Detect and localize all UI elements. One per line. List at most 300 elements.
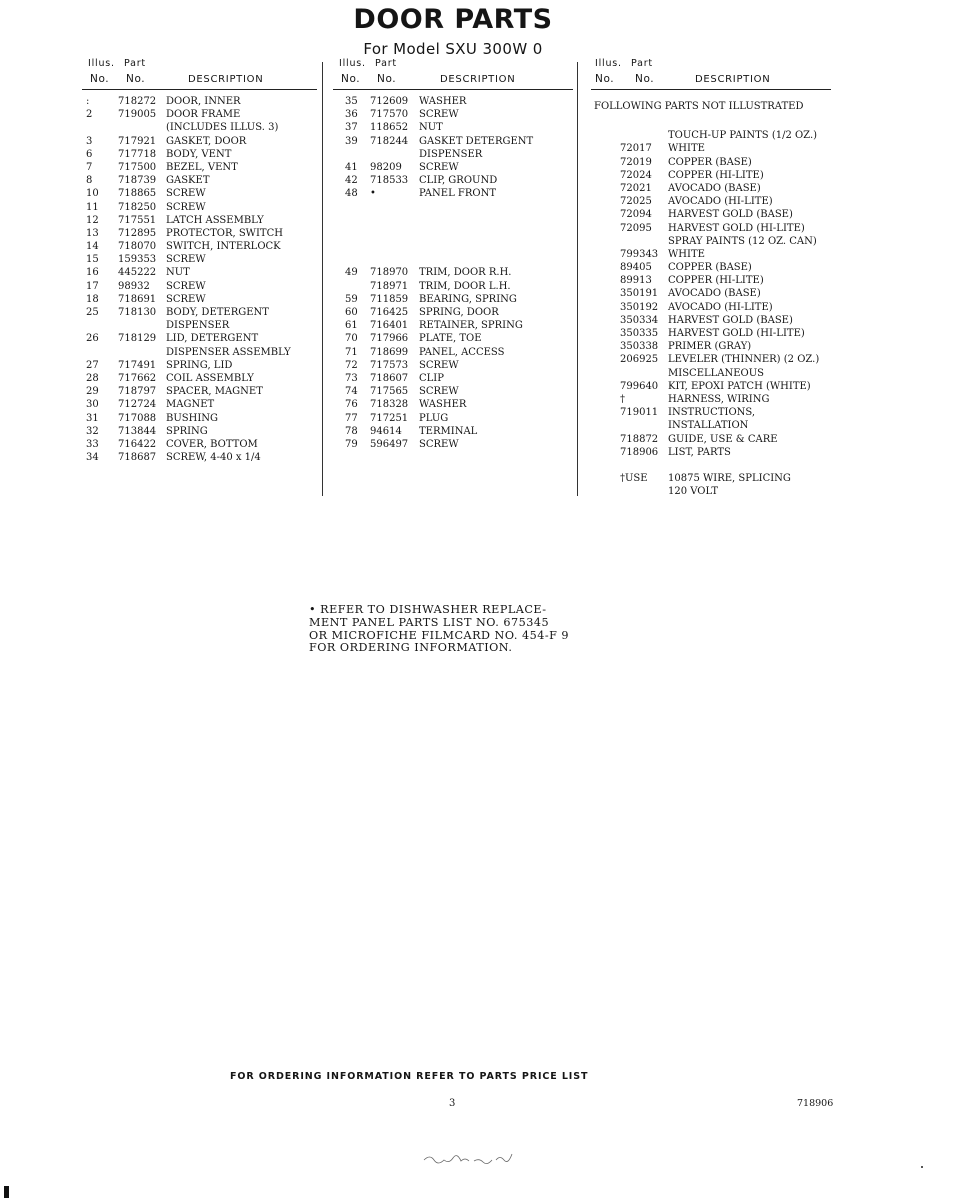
part-number: 717500	[118, 161, 157, 173]
scan-edge-mark	[4, 1186, 9, 1198]
part-number: 717565	[370, 386, 409, 398]
part-number: 718250	[118, 201, 157, 213]
illus-number: 3	[86, 135, 93, 147]
table-row	[591, 380, 831, 393]
table-row	[333, 425, 573, 438]
table-row	[82, 240, 322, 253]
table-row	[591, 327, 831, 340]
header-illus-no: No.	[595, 73, 615, 85]
table-row	[591, 301, 831, 314]
illus-number: 27	[86, 359, 99, 371]
table-row	[333, 253, 573, 266]
table-row	[82, 372, 322, 385]
table-row	[591, 287, 831, 300]
part-number: 718872	[620, 433, 659, 445]
part-description: TRIM, DOOR L.H.	[419, 280, 511, 292]
table-row	[591, 208, 831, 221]
table-row	[333, 187, 573, 200]
scan-speck	[921, 1166, 923, 1168]
part-description: HARVEST GOLD (HI-LITE)	[668, 328, 805, 339]
part-number: 712609	[370, 96, 409, 107]
part-number: 350191	[620, 288, 659, 300]
table-row	[82, 135, 322, 148]
part-description: WHITE	[668, 143, 705, 155]
part-description: HARVEST GOLD (BASE)	[668, 314, 793, 326]
part-description: SCREW	[419, 359, 459, 371]
header-rule	[333, 89, 573, 90]
part-number: 350334	[620, 314, 659, 326]
part-description: MISCELLANEOUS	[668, 367, 765, 379]
table-row	[82, 359, 322, 372]
part-description: DOOR FRAME	[166, 109, 241, 121]
table-row	[591, 248, 831, 261]
part-description: RETAINER, SPRING	[419, 320, 523, 332]
part-number: 717718	[118, 148, 157, 160]
illus-number: 37	[345, 122, 358, 134]
part-description: 10875 WIRE, SPLICING	[668, 473, 791, 485]
part-number: †	[620, 393, 625, 405]
part-description: KIT, EPOXI PATCH (WHITE)	[668, 380, 811, 392]
table-row	[82, 266, 322, 279]
illus-number: 74	[345, 386, 358, 398]
part-number: 717921	[118, 135, 157, 147]
table-row	[591, 340, 831, 353]
illus-number: 31	[86, 412, 99, 424]
table-row	[333, 121, 573, 134]
part-number: 717088	[118, 412, 157, 424]
part-number: 718739	[118, 175, 157, 187]
part-description: HARNESS, WIRING	[668, 393, 770, 405]
table-row	[333, 161, 573, 174]
illus-number: 61	[345, 320, 358, 332]
illus-number: 42	[345, 175, 358, 187]
illus-number: 72	[345, 359, 358, 371]
part-number: 799640	[620, 380, 659, 392]
table-row	[333, 359, 573, 372]
part-number: 159353	[118, 254, 157, 266]
part-number: 711859	[370, 293, 409, 305]
illus-number: 17	[86, 280, 99, 292]
illus-number: 14	[86, 241, 99, 253]
table-row	[591, 433, 831, 446]
table-row	[591, 419, 831, 432]
table-row	[591, 156, 831, 169]
table-row	[591, 222, 831, 235]
table-row	[333, 174, 573, 187]
part-description: GASKET DETERGENT	[419, 135, 534, 147]
part-description: TERMINAL	[419, 425, 478, 437]
part-description: SPRING	[166, 425, 208, 437]
part-description: SPRING, LID	[166, 359, 233, 371]
header-illus: Illus.	[595, 58, 622, 69]
part-description: COVER, BOTTOM	[166, 438, 258, 450]
part-number: 718533	[370, 175, 409, 187]
part-description: CLIP	[419, 372, 444, 384]
illus-number: 29	[86, 386, 99, 398]
header-rule	[591, 89, 831, 90]
table-row	[82, 187, 322, 200]
table-row	[591, 195, 831, 208]
part-number: 718970	[370, 267, 409, 279]
part-description: BEARING, SPRING	[419, 293, 517, 305]
illus-number: 11	[86, 201, 99, 213]
part-description: NUT	[166, 267, 190, 279]
illus-number: 18	[86, 293, 99, 305]
handwritten-scribble	[422, 1148, 522, 1168]
part-description: DISPENSER	[419, 148, 483, 160]
parts-list	[591, 116, 831, 498]
illus-number: 16	[86, 267, 99, 279]
illus-number: 77	[345, 412, 358, 424]
page-subtitle: For Model SXU 300W 0	[363, 40, 543, 58]
table-row	[82, 332, 322, 345]
table-row	[333, 346, 573, 359]
part-description: AVOCADO (BASE)	[668, 288, 761, 300]
illus-number: 28	[86, 372, 99, 384]
table-row	[591, 446, 831, 459]
illus-number: 76	[345, 399, 358, 411]
illus-number: 41	[345, 161, 358, 173]
part-description: HARVEST GOLD (BASE)	[668, 209, 793, 221]
part-number: 717570	[370, 109, 409, 121]
part-number: 719011	[620, 407, 659, 419]
part-number: 98209	[370, 161, 402, 173]
part-description: TRIM, DOOR R.H.	[419, 267, 512, 279]
table-row	[82, 227, 322, 240]
table-row	[591, 472, 831, 485]
part-description: GASKET	[166, 175, 210, 187]
illus-number: 39	[345, 135, 358, 147]
table-row	[591, 485, 831, 498]
ordering-footer: FOR ORDERING INFORMATION REFER TO PARTS PRICE LIST	[230, 1071, 589, 1082]
table-row	[82, 280, 322, 293]
part-description: HARVEST GOLD (HI-LITE)	[668, 222, 805, 234]
part-number: 717251	[370, 412, 409, 424]
part-description: SPACER, MAGNET	[166, 386, 263, 398]
part-number: 718971	[370, 280, 409, 292]
part-description: SCREW	[166, 280, 206, 292]
table-row	[82, 412, 322, 425]
replacement-panel-notice: • REFER TO DISHWASHER REPLACE- MENT PANEL PARTS LIST NO. 675345 OR MICROFICHE FILMCARD NO. 454-F 9 FOR ORDERING INFORMATION.	[309, 603, 570, 655]
table-row	[333, 293, 573, 306]
part-description: DISPENSER ASSEMBLY	[166, 346, 291, 358]
parts-list	[333, 95, 573, 451]
part-description: COIL ASSEMBLY	[166, 372, 254, 384]
part-number: 717966	[370, 333, 409, 345]
part-number: 712724	[118, 399, 157, 411]
header-part-no: No.	[377, 73, 397, 85]
part-number: 718129	[118, 333, 157, 345]
table-row	[82, 451, 322, 464]
part-description: NUT	[419, 122, 443, 134]
table-row	[82, 174, 322, 187]
part-description: GUIDE, USE & CARE	[668, 433, 778, 445]
table-row	[591, 116, 831, 129]
table-row	[333, 135, 573, 148]
illus-number: 34	[86, 452, 99, 464]
table-row	[82, 306, 322, 319]
part-description: CLIP, GROUND	[419, 175, 498, 187]
part-description: SCREW	[419, 109, 459, 121]
header-part-no: No.	[635, 73, 655, 85]
illus-number: 12	[86, 214, 99, 226]
part-number: 718797	[118, 386, 157, 398]
part-description: BODY, VENT	[166, 148, 232, 160]
part-description: SWITCH, INTERLOCK	[166, 241, 281, 253]
part-number: 718328	[370, 399, 409, 411]
part-number: 716422	[118, 438, 157, 450]
table-row	[591, 169, 831, 182]
illus-number: 59	[345, 293, 358, 305]
header-description: DESCRIPTION	[695, 74, 771, 85]
table-row	[82, 293, 322, 306]
header-rule	[82, 89, 317, 90]
part-description: SCREW	[166, 254, 206, 266]
illus-number: 7	[86, 161, 93, 173]
table-row	[591, 393, 831, 406]
part-description: COPPER (HI-LITE)	[668, 169, 764, 181]
table-row	[333, 306, 573, 319]
table-row	[333, 201, 573, 214]
table-row	[591, 406, 831, 419]
table-row	[82, 95, 322, 108]
part-number: 718699	[370, 346, 409, 358]
illus-number: 25	[86, 307, 99, 318]
illus-number: 70	[345, 333, 358, 345]
table-row	[333, 280, 573, 293]
part-description: AVOCADO (BASE)	[668, 182, 761, 194]
part-description: COPPER (BASE)	[668, 156, 752, 168]
table-row	[333, 214, 573, 227]
table-row	[333, 95, 573, 108]
header-part-no: No.	[126, 73, 146, 85]
part-number: 72024	[620, 169, 652, 181]
part-description: MAGNET	[166, 399, 215, 411]
header-illus: Illus.	[88, 58, 115, 69]
table-row	[333, 372, 573, 385]
illus-number: 10	[86, 188, 99, 200]
table-row	[82, 425, 322, 438]
part-description: INSTALLATION	[668, 420, 749, 432]
parts-list	[82, 95, 322, 464]
table-row	[333, 412, 573, 425]
part-description: 120 VOLT	[668, 486, 719, 498]
header-part: Part	[631, 58, 653, 69]
part-number: 350338	[620, 341, 659, 353]
part-number: 89913	[620, 275, 652, 287]
part-number: 717662	[118, 372, 157, 384]
part-number: 718244	[370, 135, 409, 147]
part-description: DISPENSER	[166, 320, 230, 332]
table-row	[591, 314, 831, 327]
illus-number: 15	[86, 254, 99, 266]
part-number: 118652	[370, 122, 409, 134]
part-description: BEZEL, VENT	[166, 161, 238, 173]
part-description: WASHER	[419, 399, 467, 411]
table-row	[82, 148, 322, 161]
table-row	[82, 253, 322, 266]
part-number: 72019	[620, 156, 652, 168]
illus-number: 13	[86, 227, 99, 239]
illus-number: 60	[345, 307, 358, 318]
part-description: DOOR, INNER	[166, 96, 241, 107]
table-row	[333, 385, 573, 398]
part-number: 72094	[620, 209, 652, 221]
table-row	[82, 108, 322, 121]
part-description: COPPER (BASE)	[668, 262, 752, 274]
part-number: 717491	[118, 359, 157, 371]
part-number: 72095	[620, 222, 652, 234]
document-number: 718906	[797, 1098, 834, 1109]
part-description: GASKET, DOOR	[166, 135, 247, 147]
header-illus-no: No.	[341, 73, 361, 85]
part-number: 72025	[620, 196, 652, 208]
part-description: SCREW	[166, 293, 206, 305]
page-number: 3	[449, 1098, 456, 1109]
part-number: 718691	[118, 293, 157, 305]
header-part: Part	[375, 58, 397, 69]
part-number: 718865	[118, 188, 157, 200]
table-row	[333, 227, 573, 240]
column-divider	[322, 62, 323, 496]
part-number: 350335	[620, 328, 659, 339]
part-description: LID, DETERGENT	[166, 333, 259, 345]
header-illus-no: No.	[90, 73, 110, 85]
illus-number: 71	[345, 346, 358, 358]
part-description: SCREW, 4-40 x 1/4	[166, 452, 261, 464]
table-row	[82, 201, 322, 214]
table-row	[82, 319, 322, 332]
illus-number: 2	[86, 109, 93, 121]
table-row	[333, 398, 573, 411]
part-description: COPPER (HI-LITE)	[668, 275, 764, 287]
table-row	[591, 274, 831, 287]
table-row	[333, 438, 573, 451]
table-row	[591, 129, 831, 142]
page-title: DOOR PARTS	[353, 4, 553, 35]
table-row	[82, 398, 322, 411]
table-row	[333, 240, 573, 253]
part-number: 717551	[118, 214, 157, 226]
illus-number: 26	[86, 333, 99, 345]
table-row	[82, 121, 322, 134]
part-description: SCREW	[419, 161, 459, 173]
part-number: 713844	[118, 425, 157, 437]
part-number: 206925	[620, 354, 659, 366]
part-number: 718272	[118, 96, 157, 107]
column-divider	[577, 62, 578, 496]
table-row	[82, 385, 322, 398]
part-number: 72021	[620, 182, 652, 194]
part-description: LATCH ASSEMBLY	[166, 214, 264, 226]
part-number: 718687	[118, 452, 157, 464]
illus-number: 32	[86, 425, 99, 437]
part-number: 719005	[118, 109, 157, 121]
part-number: 596497	[370, 438, 409, 450]
table-row	[333, 332, 573, 345]
illus-number: 36	[345, 109, 358, 121]
part-description: (INCLUDES ILLUS. 3)	[166, 122, 279, 134]
part-number: 89405	[620, 262, 652, 274]
part-number: •	[370, 188, 376, 200]
table-row	[591, 367, 831, 380]
part-description: INSTRUCTIONS,	[668, 407, 756, 419]
illus-number: 73	[345, 372, 358, 384]
part-description: PLATE, TOE	[419, 333, 482, 345]
part-description: SCREW	[166, 201, 206, 213]
part-number: 72017	[620, 143, 652, 155]
table-row	[333, 319, 573, 332]
illus-number: 30	[86, 399, 99, 411]
part-number: 718607	[370, 372, 409, 384]
part-number: 712895	[118, 227, 157, 239]
table-row	[591, 182, 831, 195]
illus-number: 35	[345, 96, 358, 107]
part-description: SCREW	[166, 188, 206, 200]
header-description: DESCRIPTION	[440, 74, 516, 85]
part-description: TOUCH-UP PAINTS (1/2 OZ.)	[668, 130, 818, 142]
illus-number: 33	[86, 438, 99, 450]
part-description: SCREW	[419, 438, 459, 450]
part-description: PROTECTOR, SWITCH	[166, 227, 283, 239]
part-number: †USE	[620, 473, 648, 485]
part-number: 718070	[118, 241, 157, 253]
part-number: 716425	[370, 307, 409, 318]
part-description: WHITE	[668, 248, 705, 260]
table-row	[333, 266, 573, 279]
part-number: 445222	[118, 267, 157, 279]
illus-number: 48	[345, 188, 358, 200]
header-part: Part	[124, 58, 146, 69]
table-row	[591, 142, 831, 155]
part-description: LEVELER (THINNER) (2 OZ.)	[668, 354, 820, 366]
part-number: 98932	[118, 280, 150, 292]
table-row	[591, 235, 831, 248]
table-row	[591, 353, 831, 366]
part-description: BODY, DETERGENT	[166, 307, 269, 318]
part-number: 717573	[370, 359, 409, 371]
part-description: AVOCADO (HI-LITE)	[668, 196, 773, 208]
header-description: DESCRIPTION	[188, 74, 264, 85]
part-description: PANEL, ACCESS	[419, 346, 505, 358]
part-description: SPRAY PAINTS (12 OZ. CAN)	[668, 235, 817, 247]
illus-number: 79	[345, 438, 358, 450]
part-description: PRIMER (GRAY)	[668, 341, 752, 353]
part-description: SPRING, DOOR	[419, 307, 499, 318]
table-row	[333, 148, 573, 161]
illus-number: :	[86, 96, 90, 107]
part-number: 94614	[370, 425, 402, 437]
illus-number: 8	[86, 175, 93, 187]
table-row	[333, 108, 573, 121]
illus-number: 6	[86, 148, 93, 160]
part-number: 718906	[620, 446, 659, 458]
part-description: AVOCADO (HI-LITE)	[668, 301, 773, 313]
part-description: PLUG	[419, 412, 449, 424]
table-row	[82, 161, 322, 174]
part-description: SCREW	[419, 386, 459, 398]
part-description: PANEL FRONT	[419, 188, 496, 200]
header-illus: Illus.	[339, 58, 366, 69]
part-description: WASHER	[419, 96, 467, 107]
part-number: 718130	[118, 307, 157, 318]
table-row	[591, 459, 831, 472]
part-description: BUSHING	[166, 412, 219, 424]
part-description: LIST, PARTS	[668, 446, 731, 458]
illus-number: 49	[345, 267, 358, 279]
illus-number: 78	[345, 425, 358, 437]
part-number: 350192	[620, 301, 659, 313]
